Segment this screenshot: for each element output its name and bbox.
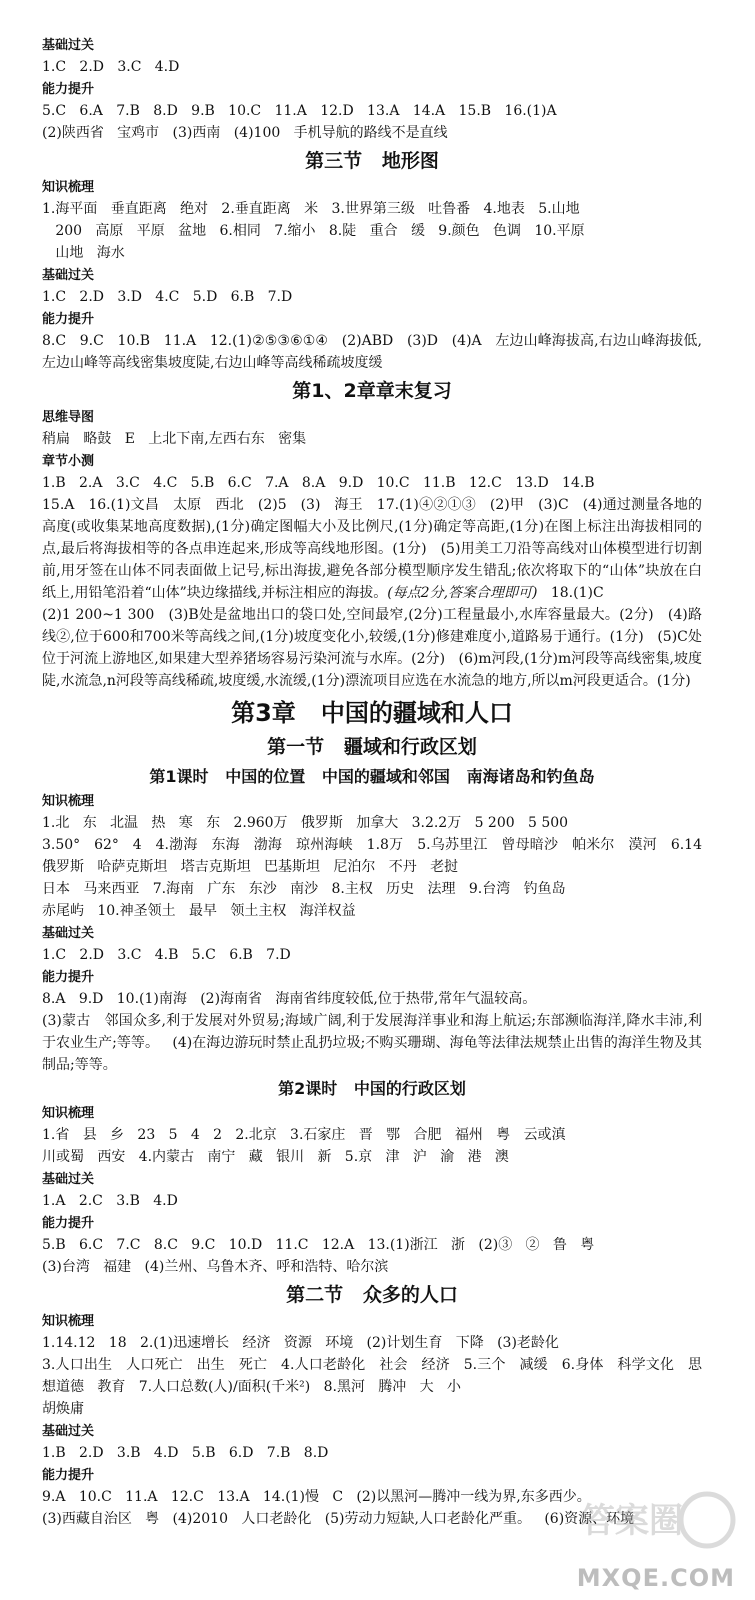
knowledge-answers: 1.北 东 北温 热 寒 东 2.960万 俄罗斯 加拿大 3.2.2万 5 200 5 500 3.50° 62° 4 4.渤海 东海 渤海 琼州海峡 1.8万 5.乌苏里江 曾母暗沙 帕米尔 漠河 6.14 俄罗斯 哈萨克斯坦 塔吉克斯坦 巴基斯坦 尼泊尔 不丹 老挝 日本 马来西亚 7.海南 广东 东沙 南沙 8.主权 历史 法理 9.台湾 钓鱼岛 赤尾屿 10.神圣领土 最早 领土主权 海洋权益: [42, 815, 702, 919]
chapter-test-label: 章节小测: [42, 454, 95, 469]
knowledge-answers: 1.14.12 18 2.(1)迅速增长 经济 资源 环境 (2)计划生育 下降 (3)老龄化 3.人口出生 人口死亡 出生 死亡 4.人口老龄化 社会 经济 5.三个 减缓 6.身体 科学文化 思想道德 教育 7.人口总数(人)/面积(千米²) 8.黑河 腾冲 大 小 胡焕庸: [42, 1335, 702, 1417]
knowledge-label: 知识梳理: [42, 1314, 95, 1329]
section-title-chapter-review: 第1、2章章末复习: [292, 380, 452, 402]
basic-label: 基础过关: [42, 268, 95, 283]
chapter-test-text-b: 18.(1)C (2)1 200~1 300 (3)B处是盆地出口的袋口处,空间最窄,(2分)工程量最小,水库容量最大。(2分) (4)路线②,位于600和700米等高线之间,(1分)坡度变化小,较缓,(1分)修建难度小,道路易于通行。(1分) (5)C处位于河流上游地区,如果建大型养猪场容易污染河流与水库。(2分) (6)m河段,(1分)m河段等高线密集,坡度陡,水流急,n河段等高线稀疏,坡度缓,水流缓,(1分)漂流项目应选在水流急的地方,所以m河段更适合。(1分): [42, 585, 702, 689]
ability-answers: 5.B 6.C 7.C 8.C 9.C 10.D 11.C 12.A 13.(1)浙江 浙 (2)③ ② 鲁 粤 (3)台湾 福建 (4)兰州、乌鲁木齐、呼和浩特、哈尔滨: [42, 1237, 595, 1275]
watermark-logo: [562, 1480, 737, 1560]
ability-label: 能力提升: [42, 1216, 95, 1231]
ability-label: 能力提升: [42, 1468, 95, 1483]
chapter-title: 第3章 中国的疆域和人口: [231, 699, 513, 727]
ability-answers: 8.C 9.C 10.B 11.A 12.(1)②⑤③⑥①④ (2)ABD (3)D (4)A 左边山峰海拔高,右边山峰海拔低,左边山峰等高线密集坡度陡,右边山峰等高线稀疏坡度缓: [42, 333, 702, 371]
mindmap-answers: 稍扁 略鼓 E 上北下南,左西右东 密集: [42, 431, 307, 447]
mindmap-label: 思维导图: [42, 410, 95, 425]
chapter-test-text-a: 1.B 2.A 3.C 4.C 5.B 6.C 7.A 8.A 9.D 10.C 11.B 12.C 13.D 14.B 15.A 16.(1)文昌 太原 西北 (2)5 (3) 海王 17.(1)④②①③ (2)甲 (3)C (4)通过测量各地的高度(或收集某地高度数据),(1分)确定图幅大小及比例尺,(1分)确定等高距,(1分)在图上标注出海拔相同的点,最后将海拔相等的各点串连起来,形成等高线地形图。(1分) (5)用美工刀沿等高线对山体模型进行切割前,用牙签在山体不同表面做上记号,标出海拔,避免各部分模型顺序发生错乱;依次将取下的“山体”块放在白纸上,用铅笔沿着“山体”块边缘描线,并标注相应的海拔。: [42, 475, 702, 601]
ability-answers: 8.A 9.D 10.(1)南海 (2)海南省 海南省纬度较低,位于热带,常年气温较高。 (3)蒙古 邻国众多,利于发展对外贸易;海域广阔,利于发展海洋事业和海上航运;东部濒临海洋,降水丰沛,利于农业生产;等等。 (4)在海边游玩时禁止乱扔垃圾;不购买珊瑚、海龟等法律法规禁止出售的海洋生物及其制品;等等。: [42, 991, 702, 1073]
ability-label: 能力提升: [42, 82, 95, 97]
basic-label: 基础过关: [42, 1424, 95, 1439]
chapter-test-answers: [42, 472, 702, 692]
ability-answers: 9.A 10.C 11.A 12.C 13.A 14.(1)慢 C (2)以黑河—腾冲一线为界,东多西少。 (3)西藏自治区 粤 (4)2010 人口老龄化 (5)劳动力短缺,人口老龄化严重。 (6)资源、环境: [42, 1489, 635, 1527]
watermark-logo-text: 答案圈: [581, 1501, 683, 1541]
knowledge-answers: 1.海平面 垂直距离 绝对 2.垂直距离 米 3.世界第三级 吐鲁番 4.地表 5.山地 200 高原 平原 盆地 6.相同 7.缩小 8.陡 重合 缓 9.颜色 色调 10.平原 山地 海水: [42, 201, 585, 261]
basic-label: 基础过关: [42, 926, 95, 941]
basic-answers: 1.C 2.D 3.C 4.B 5.C 6.B 7.D: [42, 947, 291, 963]
ability-label: 能力提升: [42, 970, 95, 985]
basic-label: 基础过关: [42, 1172, 95, 1187]
watermark-url: MXQE.COM: [576, 1564, 735, 1592]
lesson-title-1: 第1课时 中国的位置 中国的疆域和邻国 南海诸岛和钓鱼岛: [149, 767, 595, 786]
answer-page: [42, 34, 702, 1530]
section-title-territory: 第一节 疆域和行政区划: [267, 736, 477, 758]
basic-answers: 1.A 2.C 3.B 4.D: [42, 1193, 178, 1209]
knowledge-label: 知识梳理: [42, 794, 95, 809]
knowledge-answers: 1.省 县 乡 23 5 4 2 2.北京 3.石家庄 晋 鄂 合肥 福州 粤 云或滇 川或蜀 西安 4.内蒙古 南宁 藏 银川 新 5.京 津 沪 渝 港 澳: [42, 1127, 566, 1165]
scoring-note: (每点2分,答案合理即可): [387, 585, 538, 601]
basic-answers: 1.C 2.D 3.D 4.C 5.D 6.B 7.D: [42, 289, 293, 305]
ability-answers: 5.C 6.A 7.B 8.D 9.B 10.C 11.A 12.D 13.A 14.A 15.B 16.(1)A (2)陕西省 宝鸡市 (3)西南 (4)100 手机导航的路线不是直线: [42, 103, 557, 141]
ability-label: 能力提升: [42, 312, 95, 327]
section-title-topographic-map: 第三节 地形图: [305, 150, 439, 172]
knowledge-label: 知识梳理: [42, 1106, 95, 1121]
lesson-title-2: 第2课时 中国的行政区划: [278, 1079, 466, 1098]
basic-answers: 1.B 2.D 3.B 4.D 5.B 6.D 7.B 8.D: [42, 1445, 329, 1461]
section-title-population: 第二节 众多的人口: [286, 1284, 458, 1306]
basic-answers: 1.C 2.D 3.C 4.D: [42, 59, 180, 75]
basic-label: 基础过关: [42, 38, 95, 53]
knowledge-label: 知识梳理: [42, 180, 95, 195]
